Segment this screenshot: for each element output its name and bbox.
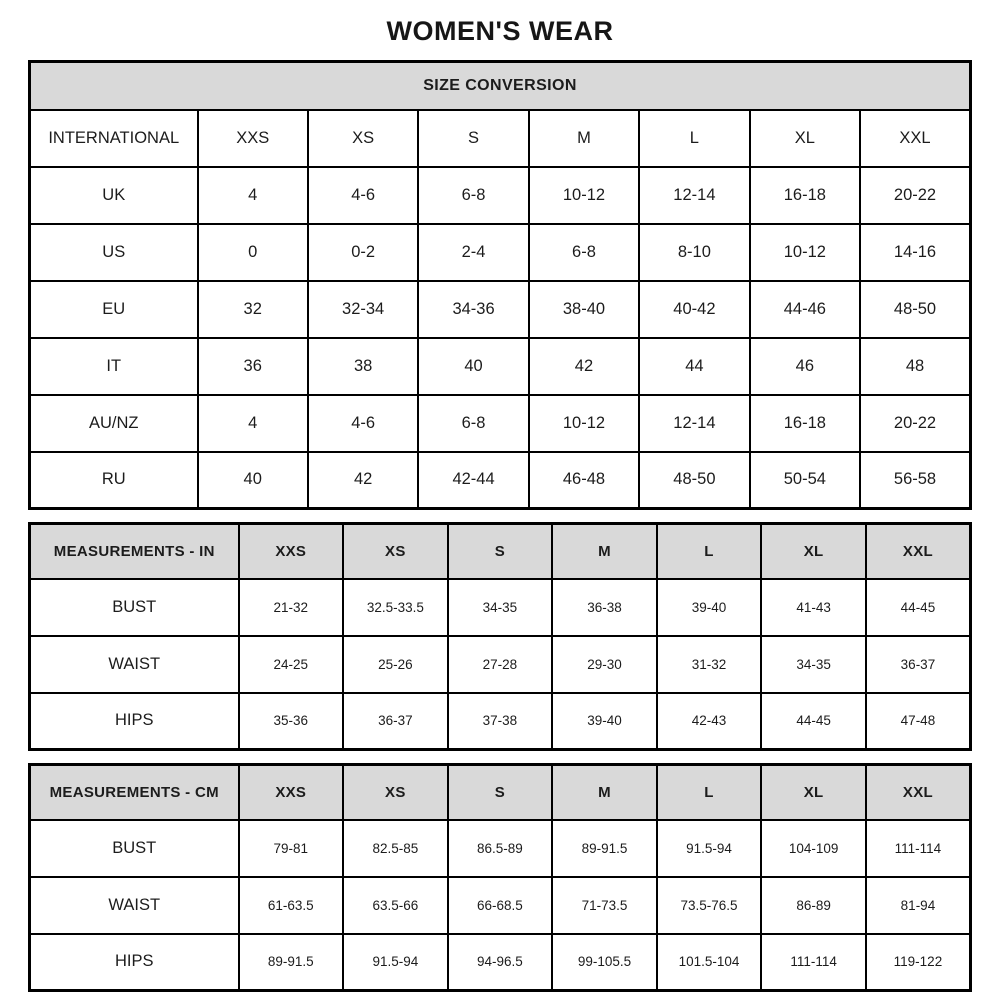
measure-cell: 44-45 bbox=[866, 579, 971, 636]
measure-cell: 47-48 bbox=[866, 693, 971, 750]
measurements-in-table bbox=[28, 522, 972, 751]
measure-cell: 89-91.5 bbox=[239, 934, 344, 991]
measurements-cm-header-row bbox=[30, 765, 971, 820]
measure-cell: 94-96.5 bbox=[448, 934, 553, 991]
size-conversion-section bbox=[28, 60, 972, 510]
size-cell: 44-46 bbox=[750, 281, 860, 338]
column-header: INTERNATIONAL bbox=[30, 110, 198, 167]
size-header: XXS bbox=[239, 765, 344, 820]
column-header: S bbox=[418, 110, 528, 167]
size-cell: 4-6 bbox=[308, 167, 418, 224]
size-header: S bbox=[448, 524, 553, 579]
size-conversion-table bbox=[28, 60, 972, 510]
row-label: BUST bbox=[30, 579, 239, 636]
size-cell: 42 bbox=[529, 338, 639, 395]
measure-cell: 39-40 bbox=[552, 693, 657, 750]
size-cell: 40 bbox=[418, 338, 528, 395]
size-cell: 42 bbox=[308, 452, 418, 509]
table-row-aunz bbox=[30, 395, 971, 452]
measure-cell: 63.5-66 bbox=[343, 877, 448, 934]
row-label: EU bbox=[30, 281, 198, 338]
size-header: S bbox=[448, 765, 553, 820]
row-label: BUST bbox=[30, 820, 239, 877]
size-cell: 4-6 bbox=[308, 395, 418, 452]
measure-cell: 101.5-104 bbox=[657, 934, 762, 991]
size-cell: 16-18 bbox=[750, 395, 860, 452]
measure-cell: 79-81 bbox=[239, 820, 344, 877]
measure-cell: 91.5-94 bbox=[657, 820, 762, 877]
measure-cell: 91.5-94 bbox=[343, 934, 448, 991]
size-cell: 32-34 bbox=[308, 281, 418, 338]
size-cell: 10-12 bbox=[529, 167, 639, 224]
size-cell: 48-50 bbox=[860, 281, 970, 338]
table-row-it bbox=[30, 338, 971, 395]
page-title: WOMEN'S WEAR bbox=[386, 16, 614, 46]
size-header: L bbox=[657, 765, 762, 820]
measure-cell: 36-37 bbox=[343, 693, 448, 750]
size-cell: 4 bbox=[198, 395, 308, 452]
table-row-eu bbox=[30, 281, 971, 338]
row-label: HIPS bbox=[30, 934, 239, 991]
measure-cell: 71-73.5 bbox=[552, 877, 657, 934]
size-conversion-columns-row bbox=[30, 110, 971, 167]
measurements-cm-header: MEASUREMENTS - CM bbox=[30, 765, 239, 820]
row-label: HIPS bbox=[30, 693, 239, 750]
size-cell: 48 bbox=[860, 338, 970, 395]
measure-cell: 99-105.5 bbox=[552, 934, 657, 991]
measure-cell: 36-37 bbox=[866, 636, 971, 693]
size-cell: 40-42 bbox=[639, 281, 749, 338]
size-cell: 0-2 bbox=[308, 224, 418, 281]
size-cell: 20-22 bbox=[860, 167, 970, 224]
size-cell: 44 bbox=[639, 338, 749, 395]
measure-cell: 42-43 bbox=[657, 693, 762, 750]
size-header: XXL bbox=[866, 524, 971, 579]
size-header: L bbox=[657, 524, 762, 579]
size-cell: 8-10 bbox=[639, 224, 749, 281]
size-cell: 12-14 bbox=[639, 167, 749, 224]
size-cell: 10-12 bbox=[529, 395, 639, 452]
table-row-ru bbox=[30, 452, 971, 509]
size-header: XXS bbox=[239, 524, 344, 579]
measure-cell: 111-114 bbox=[761, 934, 866, 991]
size-cell: 10-12 bbox=[750, 224, 860, 281]
measure-cell: 37-38 bbox=[448, 693, 553, 750]
measure-cell: 32.5-33.5 bbox=[343, 579, 448, 636]
table-row-waist-cm bbox=[30, 877, 971, 934]
column-header: XXL bbox=[860, 110, 970, 167]
measurements-in-section bbox=[28, 522, 972, 751]
measurements-in-header-row bbox=[30, 524, 971, 579]
column-header: XL bbox=[750, 110, 860, 167]
column-header: XXS bbox=[198, 110, 308, 167]
measure-cell: 86.5-89 bbox=[448, 820, 553, 877]
row-label: IT bbox=[30, 338, 198, 395]
measure-cell: 31-32 bbox=[657, 636, 762, 693]
size-cell: 14-16 bbox=[860, 224, 970, 281]
size-header: XL bbox=[761, 524, 866, 579]
size-cell: 32 bbox=[198, 281, 308, 338]
table-row-hips-in bbox=[30, 693, 971, 750]
size-cell: 2-4 bbox=[418, 224, 528, 281]
row-label: AU/NZ bbox=[30, 395, 198, 452]
measure-cell: 34-35 bbox=[448, 579, 553, 636]
column-header: XS bbox=[308, 110, 418, 167]
size-cell: 38-40 bbox=[529, 281, 639, 338]
measure-cell: 86-89 bbox=[761, 877, 866, 934]
measure-cell: 104-109 bbox=[761, 820, 866, 877]
table-row-bust-in bbox=[30, 579, 971, 636]
table-row-waist-in bbox=[30, 636, 971, 693]
table-row-us bbox=[30, 224, 971, 281]
size-cell: 12-14 bbox=[639, 395, 749, 452]
measure-cell: 25-26 bbox=[343, 636, 448, 693]
column-header: L bbox=[639, 110, 749, 167]
measurements-cm-section bbox=[28, 763, 972, 992]
size-header: XS bbox=[343, 765, 448, 820]
row-label: WAIST bbox=[30, 877, 239, 934]
size-cell: 4 bbox=[198, 167, 308, 224]
measure-cell: 35-36 bbox=[239, 693, 344, 750]
measure-cell: 81-94 bbox=[866, 877, 971, 934]
row-label: WAIST bbox=[30, 636, 239, 693]
size-cell: 6-8 bbox=[418, 167, 528, 224]
size-cell: 6-8 bbox=[418, 395, 528, 452]
size-cell: 40 bbox=[198, 452, 308, 509]
row-label: US bbox=[30, 224, 198, 281]
table-row-bust-cm bbox=[30, 820, 971, 877]
size-cell: 38 bbox=[308, 338, 418, 395]
measure-cell: 21-32 bbox=[239, 579, 344, 636]
size-cell: 50-54 bbox=[750, 452, 860, 509]
size-cell: 16-18 bbox=[750, 167, 860, 224]
measure-cell: 111-114 bbox=[866, 820, 971, 877]
size-cell: 0 bbox=[198, 224, 308, 281]
size-cell: 34-36 bbox=[418, 281, 528, 338]
measure-cell: 82.5-85 bbox=[343, 820, 448, 877]
row-label: UK bbox=[30, 167, 198, 224]
measure-cell: 119-122 bbox=[866, 934, 971, 991]
size-header: XXL bbox=[866, 765, 971, 820]
measurements-cm-table bbox=[28, 763, 972, 992]
size-cell: 20-22 bbox=[860, 395, 970, 452]
size-cell: 56-58 bbox=[860, 452, 970, 509]
size-cell: 46-48 bbox=[529, 452, 639, 509]
measure-cell: 73.5-76.5 bbox=[657, 877, 762, 934]
measure-cell: 24-25 bbox=[239, 636, 344, 693]
column-header: M bbox=[529, 110, 639, 167]
measure-cell: 39-40 bbox=[657, 579, 762, 636]
size-cell: 36 bbox=[198, 338, 308, 395]
table-row-hips-cm bbox=[30, 934, 971, 991]
size-cell: 6-8 bbox=[529, 224, 639, 281]
measure-cell: 29-30 bbox=[552, 636, 657, 693]
row-label: RU bbox=[30, 452, 198, 509]
measure-cell: 61-63.5 bbox=[239, 877, 344, 934]
measure-cell: 41-43 bbox=[761, 579, 866, 636]
size-cell: 48-50 bbox=[639, 452, 749, 509]
size-cell: 42-44 bbox=[418, 452, 528, 509]
size-header: M bbox=[552, 765, 657, 820]
size-header: XS bbox=[343, 524, 448, 579]
size-cell: 46 bbox=[750, 338, 860, 395]
size-conversion-header-row bbox=[30, 62, 971, 110]
size-header: XL bbox=[761, 765, 866, 820]
measure-cell: 36-38 bbox=[552, 579, 657, 636]
size-header: M bbox=[552, 524, 657, 579]
size-conversion-header: SIZE CONVERSION bbox=[30, 62, 971, 110]
measurements-in-header: MEASUREMENTS - IN bbox=[30, 524, 239, 579]
measure-cell: 34-35 bbox=[761, 636, 866, 693]
measure-cell: 27-28 bbox=[448, 636, 553, 693]
measure-cell: 66-68.5 bbox=[448, 877, 553, 934]
measure-cell: 44-45 bbox=[761, 693, 866, 750]
measure-cell: 89-91.5 bbox=[552, 820, 657, 877]
table-row-uk bbox=[30, 167, 971, 224]
